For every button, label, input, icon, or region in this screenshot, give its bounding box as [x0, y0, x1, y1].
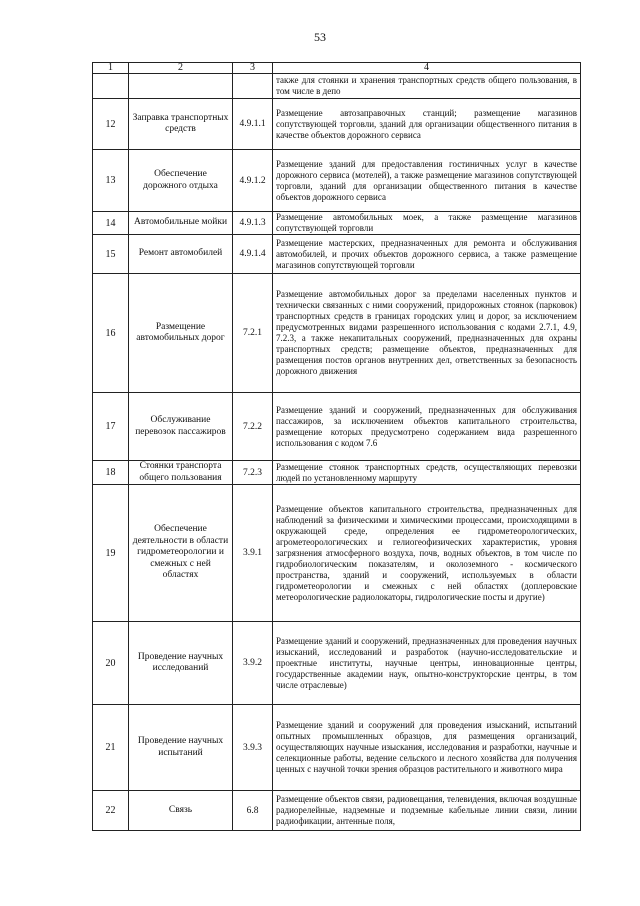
land-use-description: Размещение мастерских, предназначенных для ремонта и обслуживания автомобилей, и прочих объектов дорожного сервиса, а также размещение магазинов сопутствующей торговли [273, 235, 581, 274]
land-use-description: Размещение зданий и сооружений, предназначенных для проведения научных изысканий, исследований и разработок (научно-исследовательские и проектные институты, научные центры, инновационные центры, государственные академии наук, опытно-конструкторские центры, в том числе отраслевые) [273, 622, 581, 705]
row-number: 12 [93, 99, 129, 150]
land-use-description: Размещение автозаправочных станций; размещение магазинов сопутствующей торговли, зданий для организации общественного питания в качестве объектов дорожного сервиса [273, 99, 581, 150]
land-use-name: Проведение научных испытаний [129, 705, 233, 791]
row-number: 21 [93, 705, 129, 791]
land-use-description: Размещение объектов капитального строительства, предназначенных для наблюдений за физическими и химическими процессами, происходящими в окружающей среде, определения ее гидрометеорологических, агрометеорологических и гелиогеофизических характеристик, уровня загрязнения атмосферного воздуха, почв, водных объектов, в том числе по гидробиологическим показателям, и околоземного - космического пространства, зданий и сооружений, используемых в области гидрометеорологии и смежных с ней областях (доплеровские метеорологические радиолокаторы, гидрологические посты и другие) [273, 485, 581, 622]
header-cell-2: 2 [129, 63, 233, 74]
land-use-code: 7.2.1 [233, 274, 273, 393]
land-use-description: также для стоянки и хранения транспортных средств общего пользования, в том числе в депо [273, 74, 581, 99]
row-number [93, 74, 129, 99]
page-number: 53 [314, 30, 326, 44]
row-number: 13 [93, 150, 129, 212]
land-use-code: 4.9.1.2 [233, 150, 273, 212]
table-row [93, 74, 581, 99]
row-number: 18 [93, 461, 129, 485]
land-use-name: Проведение научных исследований [129, 622, 233, 705]
table-row [93, 485, 581, 622]
table-row [93, 235, 581, 274]
header-row [93, 63, 581, 74]
land-use-name: Заправка транспортных средств [129, 99, 233, 150]
land-use-description: Размещение автомобильных моек, а также размещение магазинов сопутствующей торговли [273, 212, 581, 235]
land-use-name [129, 74, 233, 99]
header-cell-1: 1 [93, 63, 129, 74]
land-use-code: 4.9.1.4 [233, 235, 273, 274]
land-use-name: Стоянки транспорта общего пользования [129, 461, 233, 485]
land-use-name: Размещение автомобильных дорог [129, 274, 233, 393]
row-number: 22 [93, 791, 129, 831]
row-number: 15 [93, 235, 129, 274]
table-row [93, 705, 581, 791]
land-use-code [233, 74, 273, 99]
header-cell-3: 3 [233, 63, 273, 74]
row-number: 17 [93, 393, 129, 461]
land-use-description: Размещение зданий для предоставления гостиничных услуг в качестве дорожного сервиса (мотелей), а также размещение магазинов сопутствующей торговли, зданий для организации общественного питания в качестве объектов дорожного сервиса [273, 150, 581, 212]
land-use-code: 6.8 [233, 791, 273, 831]
land-use-code: 4.9.1.1 [233, 99, 273, 150]
row-number: 14 [93, 212, 129, 235]
land-use-description: Размещение стоянок транспортных средств, осуществляющих перевозки людей по установленному маршруту [273, 461, 581, 485]
land-use-code: 7.2.2 [233, 393, 273, 461]
land-use-description: Размещение автомобильных дорог за пределами населенных пунктов и технически связанных с ними сооружений, придорожных стоянок (парковок) транспортных средств в границах городских улиц и дорог, за исключением предусмотренных видами разрешенного использования с кодами 2.7.1, 4.9, 7.2.3, а также некапитальных сооружений, предназначенных для охраны транспортных средств; размещение объектов, предназначенных для размещения постов органов внутренних дел, ответственных за безопасность дорожного движения [273, 274, 581, 393]
land-use-code: 7.2.3 [233, 461, 273, 485]
table-row [93, 622, 581, 705]
land-use-description: Размещение зданий и сооружений для проведения изысканий, испытаний опытных промышленных образцов, для размещения организаций, осуществляющих научные изыскания, исследования и разработки, научные и селекционные работы, ведение сельского и лесного хозяйства для получения ценных с научной точки зрения образцов растительного и животного мира [273, 705, 581, 791]
table-row [93, 150, 581, 212]
table-row [93, 461, 581, 485]
land-use-description: Размещение объектов связи, радиовещания, телевидения, включая воздушные радиорелейные, надземные и подземные кабельные линии связи, линии радиофикации, антенные поля, [273, 791, 581, 831]
land-use-code: 3.9.3 [233, 705, 273, 791]
row-number: 20 [93, 622, 129, 705]
land-use-code: 3.9.1 [233, 485, 273, 622]
land-use-name: Обслуживание перевозок пассажиров [129, 393, 233, 461]
land-use-name: Связь [129, 791, 233, 831]
table-row [93, 274, 581, 393]
header-cell-4: 4 [273, 63, 581, 74]
land-use-name: Обеспечение дорожного отдыха [129, 150, 233, 212]
land-use-name: Автомобильные мойки [129, 212, 233, 235]
table-row [93, 791, 581, 831]
table-row [93, 212, 581, 235]
land-use-name: Ремонт автомобилей [129, 235, 233, 274]
row-number: 16 [93, 274, 129, 393]
land-use-name: Обеспечение деятельности в области гидрометеорологии и смежных с ней областях [129, 485, 233, 622]
land-use-description: Размещение зданий и сооружений, предназначенных для обслуживания пассажиров, за исключением объектов капитального строительства, размещение которых предусмотрено содержанием вида разрешенного использования с кодом 7.6 [273, 393, 581, 461]
land-use-code: 3.9.2 [233, 622, 273, 705]
row-number: 19 [93, 485, 129, 622]
table-row [93, 393, 581, 461]
land-use-code: 4.9.1.3 [233, 212, 273, 235]
table-row [93, 99, 581, 150]
land-use-table [92, 62, 581, 831]
